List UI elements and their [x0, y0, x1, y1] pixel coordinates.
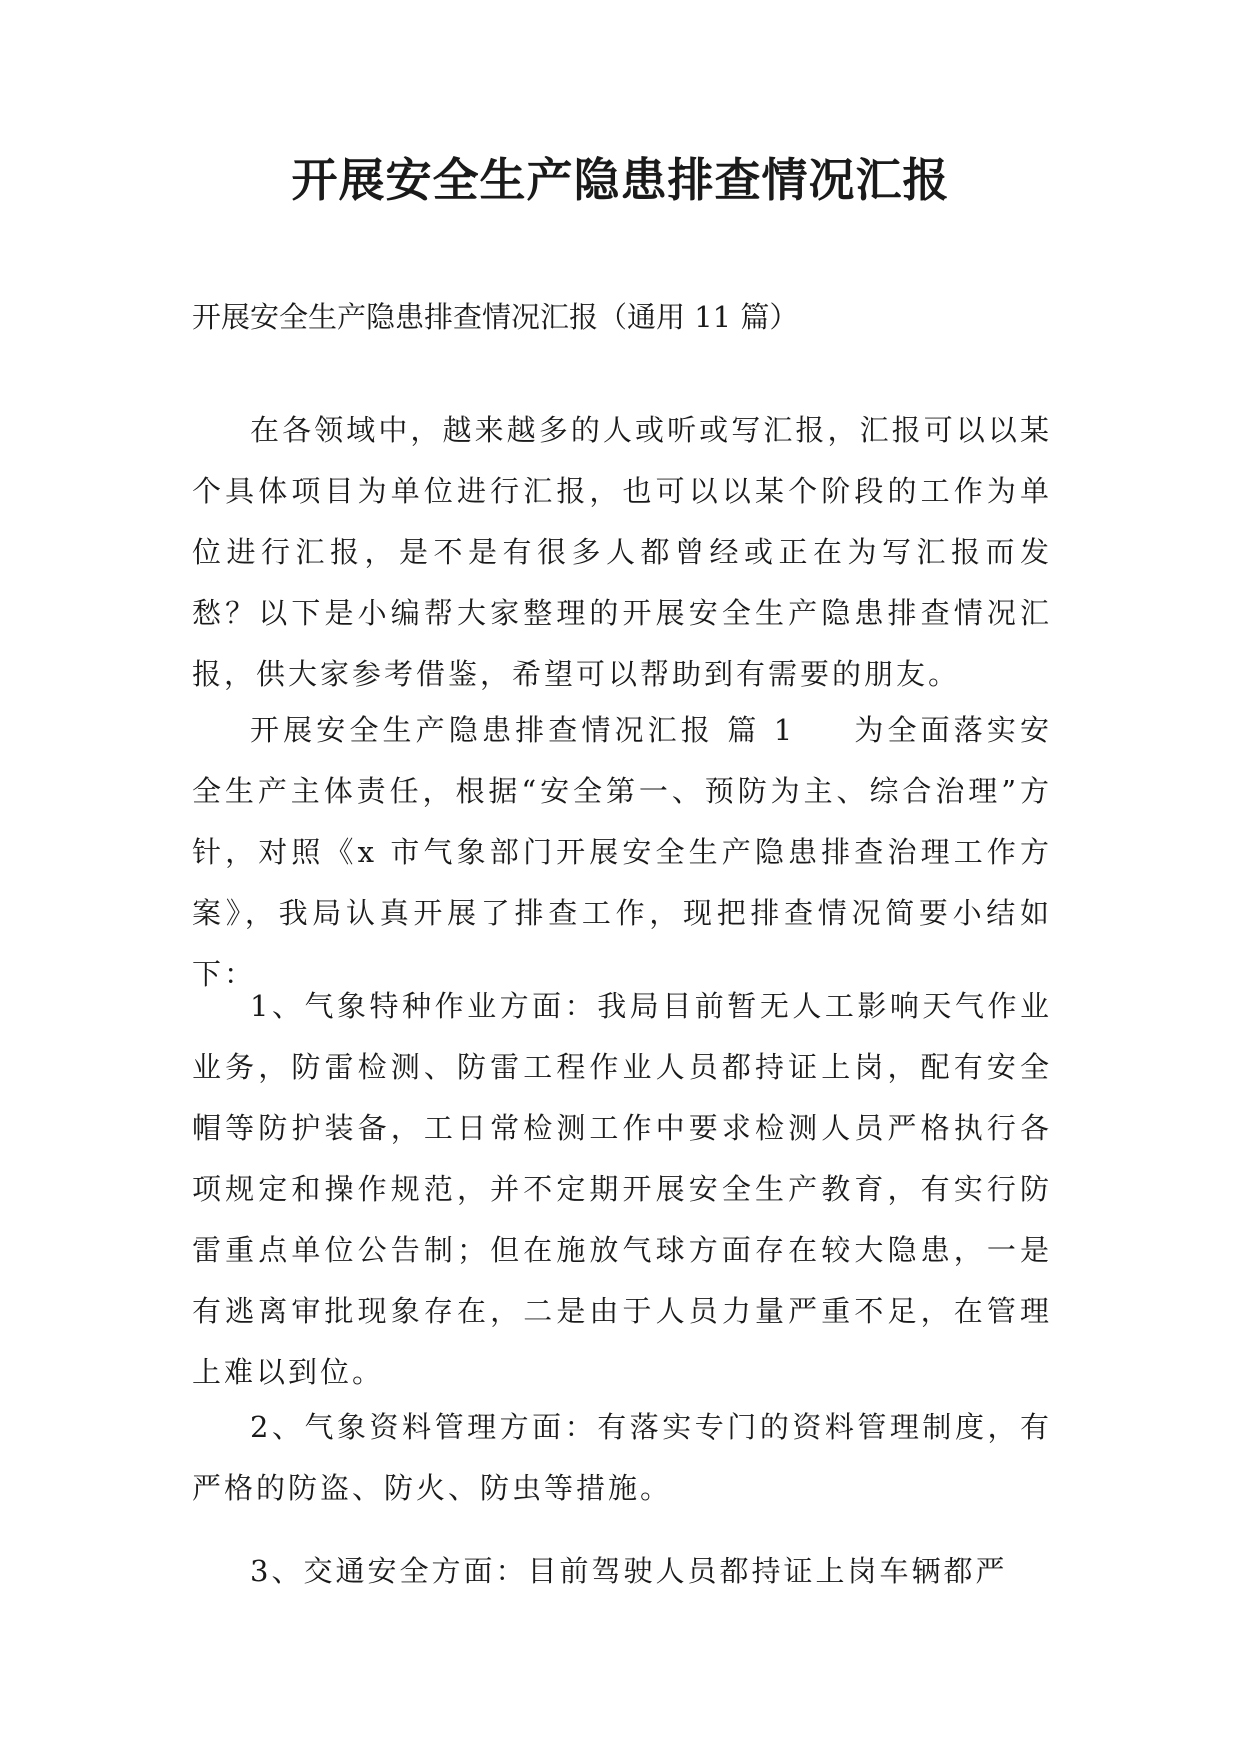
item-3-paragraph: 3、交通安全方面：目前驾驶人员都持证上岗车辆都严 [250, 1554, 1008, 1588]
section-1-body: 为全面落实安全生产主体责任，根据“安全第一、预防为主、综合治理”方针，对照《x 市气象部门开展安全生产隐患排查治理工作方案》，我局认真开展了排查工作，现把排查情况简要小结如下： [192, 713, 1052, 991]
intro-paragraph: 在各领域中，越来越多的人或听或写汇报，汇报可以以某个具体项目为单位进行汇报，也可以以某个阶段的工作为单位进行汇报，是不是有很多人都曾经或正在为写汇报而发愁？以下是小编帮大家整理的开展安全生产隐患排查情况汇报，供大家参考借鉴，希望可以帮助到有需要的朋友。 [192, 413, 1052, 691]
item-2-paragraph: 2、气象资料管理方面：有落实专门的资料管理制度，有严格的防盗、防火、防虫等措施。 [192, 1410, 1052, 1505]
document-subtitle: 开展安全生产隐患排查情况汇报（通用 11 篇） [192, 300, 799, 334]
section-1-heading: 开展安全生产隐患排查情况汇报 篇 1 [250, 713, 796, 747]
section-1-paragraph [192, 700, 1052, 1005]
item-1-paragraph: 1、气象特种作业方面：我局目前暂无人工影响天气作业业务，防雷检测、防雷工程作业人员都持证上岗，配有安全帽等防护装备，工日常检测工作中要求检测人员严格执行各项规定和操作规范，并不定期开展安全生产教育，有实行防雷重点单位公告制；但在施放气球方面存在较大隐患，一是有逃离审批现象存在，二是由于人员力量严重不足，在管理上难以到位。 [192, 989, 1052, 1389]
document-title: 开展安全生产隐患排查情况汇报 [291, 153, 950, 207]
